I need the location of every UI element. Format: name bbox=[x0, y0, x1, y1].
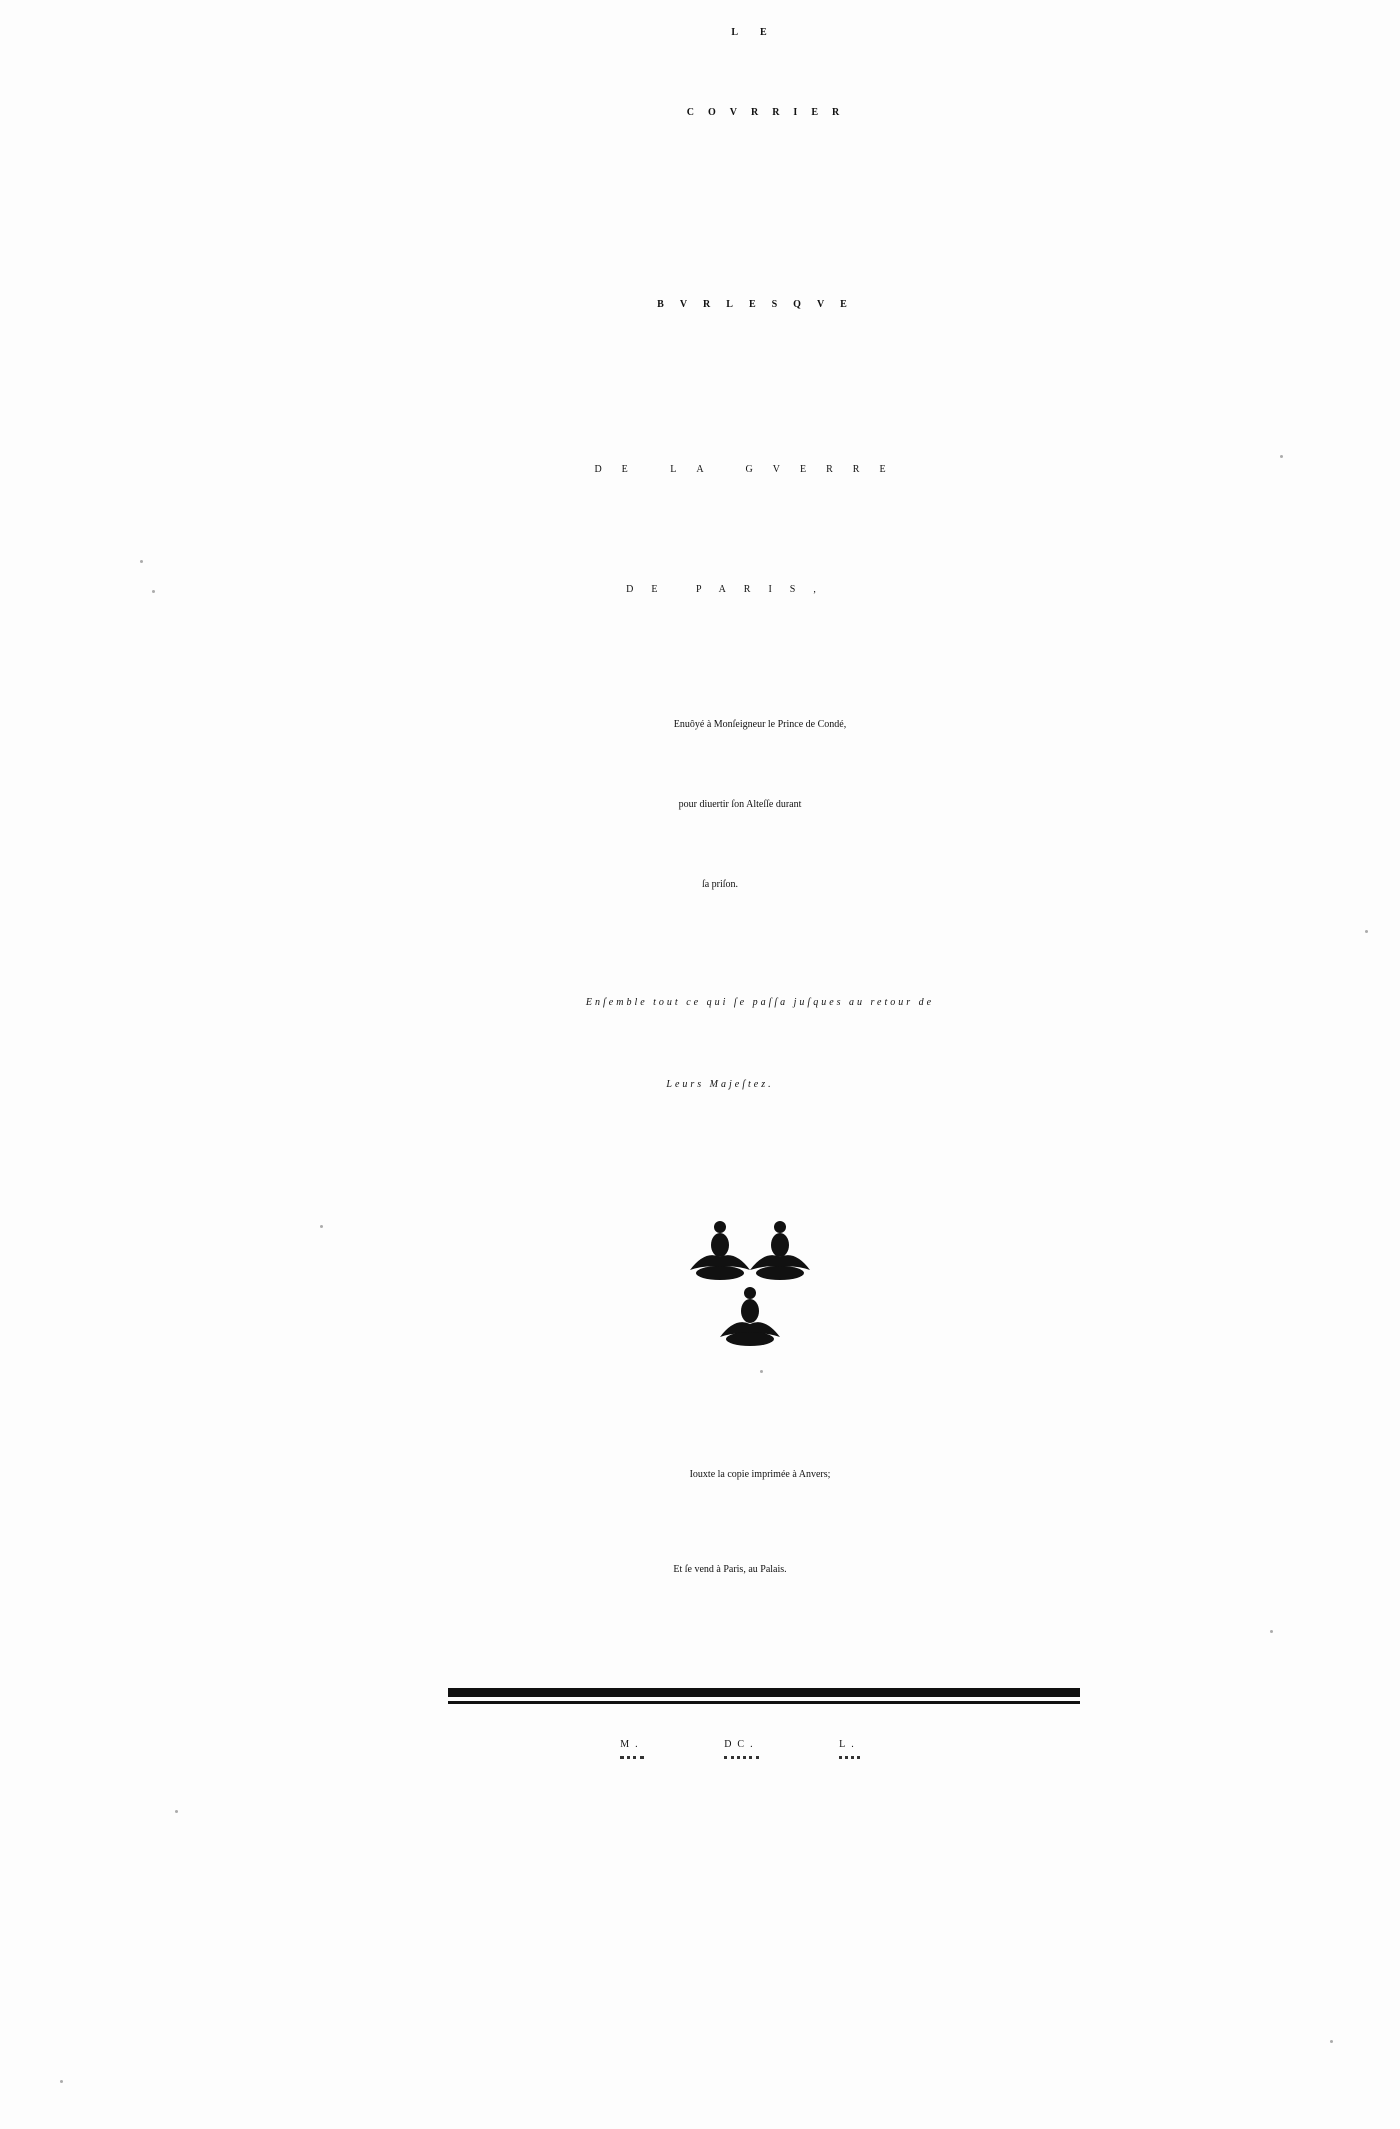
paper-speckle bbox=[760, 1370, 763, 1373]
paper-speckle bbox=[140, 560, 143, 563]
paper-speckle bbox=[175, 1810, 178, 1813]
title-de-la-guerre: DE LA GVERRE bbox=[594, 464, 906, 475]
paper-speckle bbox=[1270, 1630, 1273, 1633]
date-part: M. bbox=[620, 1740, 643, 1759]
paper-speckle bbox=[1280, 455, 1283, 458]
subtitle-line-1: Enuôyé à Monſeigneur le Prince de Condé, bbox=[673, 719, 847, 730]
title-de-paris: DE PARIS, bbox=[626, 584, 834, 595]
ensemble-line-2: Leurs Majeſtez. bbox=[666, 1079, 774, 1090]
title-le: LE bbox=[731, 27, 789, 38]
imprint-line-2: Et ſe vend à Paris, au Palais. bbox=[673, 1564, 787, 1575]
imprint-line-1: Iouxte la copie imprimée à Anvers; bbox=[689, 1469, 831, 1480]
subtitle-line-2: pour diuertir ſon Alteſſe durant bbox=[678, 799, 802, 810]
paper-speckle bbox=[60, 2080, 63, 2083]
date-part: L. bbox=[839, 1740, 860, 1759]
horizontal-rule bbox=[448, 1686, 1080, 1708]
title-courrier: COVRRIER bbox=[686, 107, 854, 118]
ensemble-line-1: Enſemble tout ce qui ſe paſſa juſques au retour de bbox=[585, 997, 935, 1008]
paper-speckle bbox=[1365, 930, 1368, 933]
paper-speckle bbox=[1330, 2040, 1333, 2043]
title-burlesque: BVRLESQVE bbox=[657, 299, 863, 310]
paper-speckle bbox=[320, 1225, 323, 1228]
subtitle-line-3: ſa priſon. bbox=[701, 879, 739, 890]
date-part: DC. bbox=[724, 1740, 758, 1759]
fleuron-ornament-icon bbox=[680, 1215, 820, 1355]
publication-date bbox=[0, 1740, 1400, 1759]
